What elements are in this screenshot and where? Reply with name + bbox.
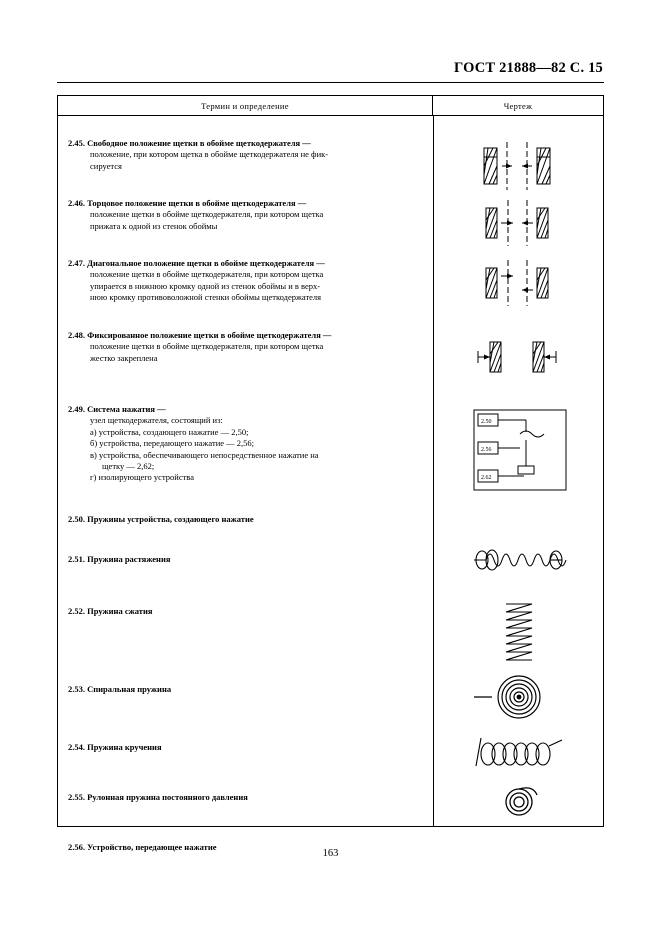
term-number: 2.55. bbox=[68, 792, 85, 802]
term-definition-line: упирается в нижнюю кромку одной из стенок обоймы и в верх- bbox=[90, 280, 321, 291]
term-number-title bbox=[68, 138, 425, 149]
term-number: 2.45. bbox=[68, 138, 85, 148]
table-row bbox=[58, 554, 433, 565]
term-number: 2.49. bbox=[68, 404, 85, 414]
figure-brush-free-position bbox=[434, 138, 604, 201]
term-list-item: б) устройства, передающего нажатие — 2,56; bbox=[90, 438, 254, 449]
term-number: 2.52. bbox=[68, 606, 85, 616]
table-row bbox=[58, 684, 433, 695]
figure-brush-fixed-position bbox=[434, 328, 604, 391]
term-number: 2.47. bbox=[68, 258, 85, 268]
page-number: 163 bbox=[322, 848, 339, 859]
term-title: Рулонная пружина постоянного давления bbox=[87, 792, 248, 802]
figure-extension-spring bbox=[434, 540, 604, 585]
term-title: Торцовое положение щетки в обойме щеткодержателя — bbox=[87, 198, 307, 208]
term-definition-line: положение, при котором щетка в обойме щеткодержателя не фик- bbox=[90, 149, 329, 160]
column-header-drawing: Чертеж bbox=[503, 100, 533, 111]
figure-constant-force-spring bbox=[434, 780, 604, 829]
terms-table bbox=[57, 95, 604, 852]
table-row bbox=[58, 404, 433, 484]
term-number: 2.46. bbox=[68, 198, 85, 208]
term-number: 2.48. bbox=[68, 330, 85, 340]
term-number: 2.50. bbox=[68, 514, 85, 524]
term-definition-line: положение щетки в обойме щеткодержателя, при котором щетка bbox=[90, 341, 324, 352]
term-list-item: г) изолирующего устройства bbox=[90, 472, 194, 483]
term-title: Устройство, передающее нажатие bbox=[87, 842, 217, 852]
term-definition-line: жестко закреплена bbox=[90, 352, 158, 363]
term-number-title bbox=[68, 330, 425, 341]
term-title: Пружина растяжения bbox=[87, 554, 171, 564]
term-list-item: в) устройства, обеспечивающего непосредственное нажатие на bbox=[90, 449, 319, 460]
term-definition-line: узел щеткодержателя, состоящий из: bbox=[90, 415, 223, 426]
term-title: Спиральная пружина bbox=[87, 684, 172, 694]
term-title: Пружина сжатия bbox=[87, 606, 153, 616]
term-definition-line: сируется bbox=[90, 160, 122, 171]
table-row bbox=[58, 606, 433, 617]
column-header-term: Термин и определение bbox=[58, 96, 433, 115]
term-title: Пружины устройства, создающего нажатие bbox=[87, 514, 254, 524]
term-number-title bbox=[68, 514, 425, 525]
term-number: 2.56. bbox=[68, 842, 85, 852]
term-list-item: а) устройства, создающего нажатие — 2,50; bbox=[90, 426, 249, 437]
table-row bbox=[58, 198, 433, 232]
term-number-title bbox=[68, 606, 425, 617]
term-number: 2.51. bbox=[68, 554, 85, 564]
term-number-title bbox=[68, 404, 425, 415]
table-row bbox=[58, 792, 433, 803]
term-title: Система нажатия — bbox=[87, 404, 166, 414]
figure-label-256: 2.56 bbox=[481, 447, 492, 453]
figure-label-250: 2.50 bbox=[481, 419, 492, 425]
figure-torsion-spring bbox=[434, 732, 604, 783]
table-row bbox=[58, 742, 433, 753]
term-number-title bbox=[68, 198, 425, 209]
figure-label-262: 2.62 bbox=[481, 475, 492, 481]
term-definition-line: прижата к одной из стенок обоймы bbox=[90, 220, 218, 231]
term-title: Диагональное положение щетки в обойме щеткодержателя — bbox=[87, 258, 325, 268]
figure-spiral-spring bbox=[434, 672, 604, 727]
page-header: ГОСТ 21888—82 С. 15 bbox=[454, 60, 603, 76]
term-number-title bbox=[68, 742, 425, 753]
header-rule bbox=[57, 82, 604, 83]
figure-brush-diagonal-position bbox=[434, 254, 604, 317]
figure-compression-spring bbox=[434, 598, 604, 675]
term-list-item: щетку — 2,62; bbox=[102, 461, 155, 472]
term-definition-line: положение щетки в обойме щеткодержателя, при котором щетка bbox=[90, 269, 324, 280]
figure-pressure-system bbox=[434, 404, 604, 499]
term-title: Пружина кручения bbox=[87, 742, 162, 752]
term-number: 2.54. bbox=[68, 742, 85, 752]
table-row bbox=[58, 330, 433, 364]
term-definition-line: нюю кромку противоволожной стенки обоймы щеткодержателя bbox=[90, 292, 322, 303]
term-number: 2.53. bbox=[68, 684, 85, 694]
term-title: Свободное положение щетки в обойме щеткодержателя — bbox=[87, 138, 311, 148]
table-row bbox=[58, 138, 433, 172]
term-title: Фиксированное положение щетки в обойме щеткодержателя — bbox=[87, 330, 332, 340]
table-row bbox=[58, 514, 433, 525]
table-header-row bbox=[58, 96, 603, 116]
term-number-title bbox=[68, 258, 425, 269]
term-number-title bbox=[68, 792, 425, 803]
term-number-title bbox=[68, 684, 425, 695]
table-body bbox=[58, 116, 603, 852]
figure-brush-face-position bbox=[434, 194, 604, 257]
term-number-title bbox=[68, 554, 425, 565]
term-definition-line: положение щетки в обойме щеткодержателя, при котором щетка bbox=[90, 209, 324, 220]
table-row bbox=[58, 258, 433, 304]
